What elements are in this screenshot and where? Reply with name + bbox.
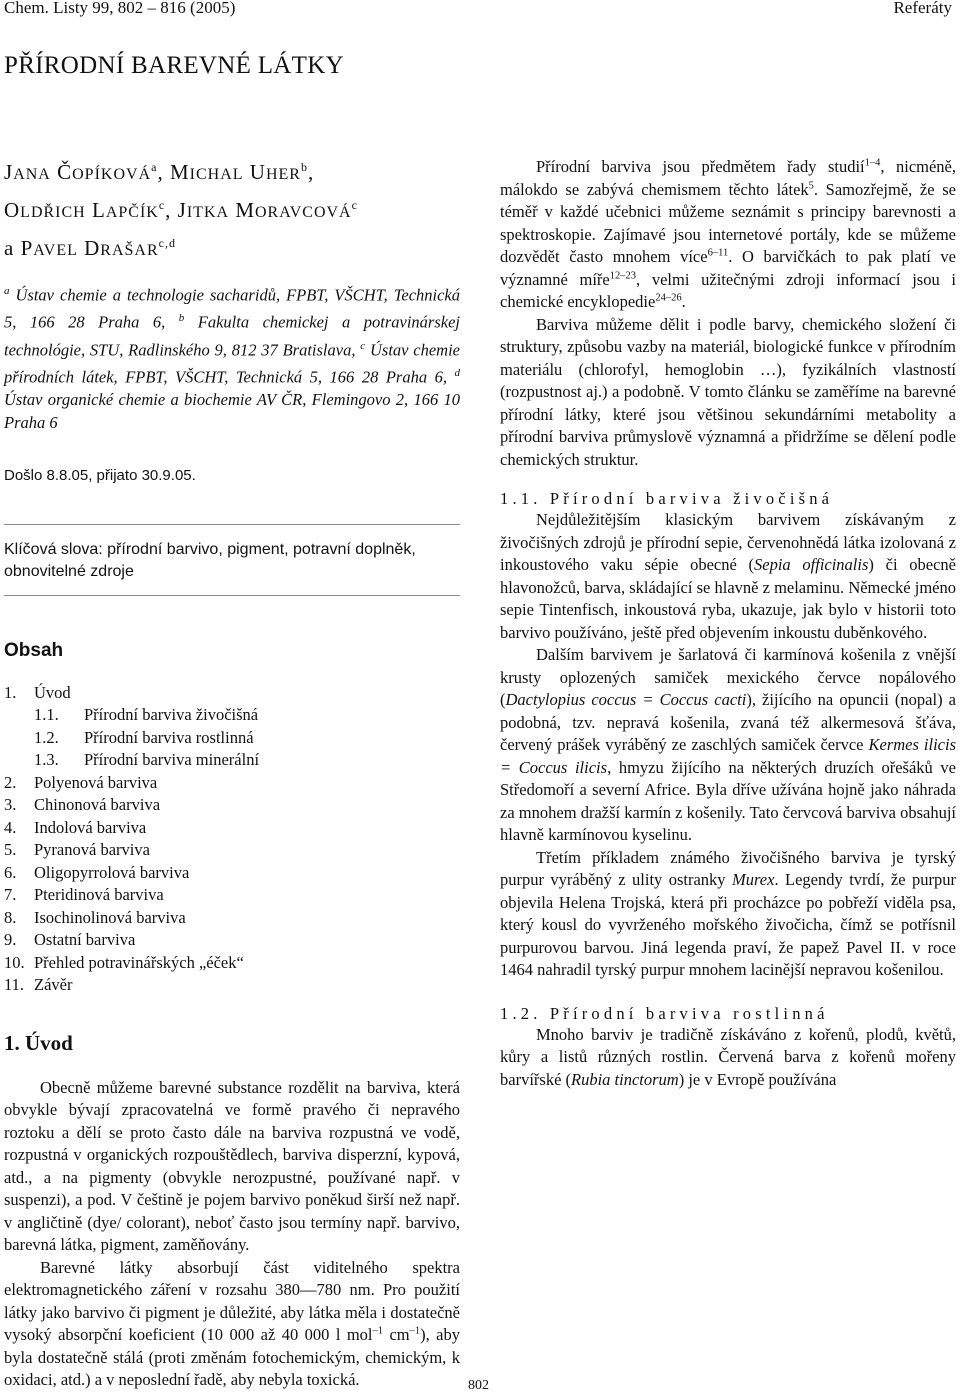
citation: 1–4 bbox=[864, 157, 881, 169]
author-name: a PAVEL DRAŠAR$^{c,d}$ bbox=[4, 236, 176, 260]
paragraph bbox=[500, 509, 956, 644]
toc-item bbox=[4, 952, 460, 975]
small-caps: ORAVCOVÁ bbox=[255, 204, 352, 221]
running-header-journal: Chem. Listy 99, 802 – 816 (2005) bbox=[4, 0, 236, 17]
paragraph-text: Třetím příkladem známého živočišného barviva je tyrský purpur vyráběný z ulity ostranky bbox=[500, 847, 956, 889]
toc-number: 7. bbox=[4, 885, 17, 905]
paragraph-text: , nicméně, málokdo se zabývá chemismem těchto látek bbox=[500, 157, 957, 199]
paragraph-text: Přírodní barviva jsou předmětem řady studií bbox=[536, 157, 865, 176]
affiliation-text: Fakulta chemickej a potravinárskej technológie, STU, Radlinského 9, 812 37 Bratislava, bbox=[4, 312, 461, 360]
paragraph-text: ) je v Evropě používána bbox=[678, 1069, 837, 1089]
affiliation-text: Ústav organické chemie a biochemie AV ČR, Flemingovo 2, 166 10 Praha 6 bbox=[4, 390, 460, 432]
toc-item bbox=[4, 704, 460, 727]
toc-number: 1.1. bbox=[34, 705, 59, 725]
table-of-contents bbox=[4, 682, 460, 997]
toc-number: 1.3. bbox=[34, 750, 59, 770]
toc-item bbox=[4, 727, 460, 750]
toc-label: Přehled potravinářských „éček“ bbox=[34, 952, 244, 972]
toc-label: Přírodní barviva živočišná bbox=[84, 705, 259, 725]
paragraph bbox=[4, 1257, 460, 1392]
small-caps: ANA bbox=[13, 166, 51, 183]
small-caps: AVEL bbox=[33, 242, 78, 259]
section-heading-uvod: 1. Úvod bbox=[4, 1030, 73, 1055]
toc-number: 11. bbox=[4, 975, 25, 995]
paragraph-text: ) či obecně hlavonožců, barva, skládající se hlavně z melaminu. Německé jméno sepie Tintenfisch, inkoustová ryba, ukazuje, jak bylo v historii toto barvivo používáno, ještě před objevením inkoustu duběnkového. bbox=[500, 555, 956, 642]
affiliation-mark: a bbox=[4, 285, 10, 297]
article-title: PŘÍRODNÍ BAREVNÉ LÁTKY bbox=[4, 52, 344, 79]
citation: 12–23 bbox=[609, 270, 637, 281]
affiliation-mark: a bbox=[151, 160, 158, 174]
toc-label: Isochinolinová barviva bbox=[34, 907, 186, 927]
small-caps: RAŠAR bbox=[100, 242, 159, 259]
paragraph-text: , velmi užitečnými zdroji informací jsou i chemické encyklopedie bbox=[500, 269, 956, 311]
divider bbox=[4, 595, 460, 596]
species-name: Sepia officinalis bbox=[754, 555, 869, 574]
paragraph-text: Dalším barvivem je šarlatová či karmínová košenila z vnější krusty oplozených samiček mexického červce nopálového ( bbox=[500, 645, 956, 709]
affiliation-text: Ústav chemie a technologie sacharidů, FPBT, VŠCHT, Technická 5, 166 28 Praha 6, bbox=[4, 285, 460, 332]
toc-item bbox=[4, 794, 460, 817]
toc-item bbox=[4, 839, 460, 862]
toc-label: Závěr bbox=[34, 975, 73, 995]
toc-number: 8. bbox=[4, 907, 17, 927]
paragraph: Barviva můžeme dělit i podle barvy, chemického složení či struktury, způsobu vazby na materiál, biologické funkce v přírodním materiálu (chlorofyl, hemoglobin …), fyzikálních vlastností (rozpustnost aj.) a podobně. V tomto článku se zaměříme na barevné přírodní látky, které jsou většinou sekundárními metabolity a přírodní barviva průmyslově významná a přidržíme se dělení podle chemických struktur. bbox=[500, 314, 956, 469]
paragraph-text: ), žijícího na opuncii (nopal) a podobná, tzv. nepravá košenila, zvaná též alkermesová šťáva, červený prášek vyráběný ze zaschlých samiček červce bbox=[500, 690, 956, 754]
subsection-heading-zivocisna: 1.1. Přírodní barviva živočišná bbox=[500, 489, 834, 508]
paragraph bbox=[500, 1024, 956, 1092]
toc-heading: Obsah bbox=[4, 639, 64, 661]
affiliation-mark: c bbox=[360, 339, 366, 352]
toc-number: 2. bbox=[4, 772, 17, 792]
toc-number: 9. bbox=[4, 930, 17, 950]
toc-label: Polyenová barviva bbox=[34, 772, 158, 792]
toc-label: Úvod bbox=[34, 682, 71, 702]
small-caps: LDŘICH bbox=[20, 204, 86, 221]
paragraph: Obecně můžeme barevné substance rozdělit na barviva, která obvykle bývají zpracovatelná ve formě pravého či nepravého roztoku a dělí se proto často dále na barviva rozpustná ve vodě, rozpustná v organických rozpouštědlech, barviva disperzní, kypová, atd., a na pigmenty (obvykle nerozpustné, používané např. v suspenzi), a pod. V češtině je pojem barvivo poněkud širší než např. v angličtině (dye/ colorant), neboť často jsou termíny např. barvivo, barevná látka, pigment, zaměňovány. bbox=[4, 1077, 460, 1255]
toc-number: 1. bbox=[4, 682, 17, 702]
affiliations bbox=[4, 280, 460, 435]
citation: 5 bbox=[808, 180, 814, 191]
paragraph-text: , hmyzu žijícího na některých druzích ořešáků ve Středomoří a severní Africe. Byla dříve užívána hojně jako náhrada za mnohem dražší karmín z košenily. Tato červcová barviva obsahují hlavně karmínovou kyselinu. bbox=[500, 757, 956, 844]
affiliation-mark: c,d bbox=[158, 236, 176, 250]
affiliation-mark: b bbox=[178, 312, 185, 325]
toc-label: Indolová barviva bbox=[34, 817, 147, 837]
small-caps: HER bbox=[265, 166, 301, 183]
paragraph-text: Barevné látky absorbují část viditelného spektra elektromagnetického záření v rozsahu 380—780 nm. Pro použití látky jako barvivo či pigment je důležité, aby látka měla i dostatečně vysoký absorpční koeficient (10 000 až 40 000 l mol bbox=[4, 1257, 460, 1345]
paragraph bbox=[500, 644, 956, 847]
species-name: Rubia tinctorum bbox=[571, 1069, 679, 1089]
toc-item bbox=[4, 929, 460, 952]
toc-label: Ostatní barviva bbox=[34, 930, 136, 950]
superscript: –1 bbox=[372, 1325, 384, 1337]
author-name: MICHAL UHER$^b$ bbox=[169, 160, 308, 184]
affiliation-mark: b bbox=[300, 160, 308, 174]
toc-item bbox=[4, 862, 460, 885]
toc-item bbox=[4, 749, 460, 772]
affiliation-mark: c bbox=[158, 198, 166, 212]
small-caps: OPÍKOVÁ bbox=[72, 166, 152, 183]
paragraph-text: Nejdůležitějším klasickým barvivem získávaným z živočišných zdrojů je přírodní sepie, červenohnědá látka izolovaná z inkoustového vaku sépie obecné ( bbox=[500, 510, 956, 574]
paragraph bbox=[500, 156, 956, 314]
small-caps: ICHAL bbox=[189, 166, 244, 183]
subsection-heading-rostlinna: 1.2. Přírodní barviva rostlinná bbox=[500, 1003, 829, 1023]
toc-item bbox=[4, 974, 460, 997]
toc-label: Pyranová barviva bbox=[34, 840, 150, 860]
small-caps: APČÍK bbox=[105, 204, 159, 221]
paragraph-text: . bbox=[681, 292, 686, 311]
left-column bbox=[4, 152, 460, 1392]
running-header-section: Referáty bbox=[893, 0, 952, 17]
toc-item bbox=[4, 817, 460, 840]
author-list: JANA ČOPÍKOVÁ$^a$, MICHAL UHER$^b$, OLDŘICH LAPČÍK$^c$, JITKA MORAVCOVÁ$^c$ a PAVEL DRAŠAR$^{c,d}$ bbox=[4, 160, 358, 260]
page-number: 802 bbox=[468, 1378, 489, 1393]
toc-number: 1.2. bbox=[34, 727, 59, 747]
received-accepted-dates: Došlo 8.8.05, přijato 30.9.05. bbox=[4, 466, 196, 484]
citation: 24–26 bbox=[655, 292, 682, 304]
toc-label: Přírodní barviva minerální bbox=[84, 750, 260, 770]
paragraph bbox=[500, 847, 956, 982]
paragraph-text: ), aby byla dostatečně stálá (proti změnám fotochemickým, chemickým, k oxidaci, atd.) a v neposlední řadě, aby nebyla toxická. bbox=[4, 1325, 460, 1390]
toc-item bbox=[4, 907, 460, 930]
affiliation-mark: c bbox=[351, 198, 358, 212]
toc-label: Chinonová barviva bbox=[34, 795, 161, 815]
paragraph-text: . O barvičkách to pak platí ve významné míře bbox=[500, 247, 956, 289]
toc-label: Přírodní barviva rostlinná bbox=[84, 727, 254, 747]
affiliation-mark: d bbox=[454, 366, 460, 379]
species-name: Dactylopius coccus = Coccus cacti bbox=[505, 690, 747, 709]
right-column bbox=[500, 156, 956, 1091]
toc-number: 5. bbox=[4, 840, 17, 860]
species-name: Kermes ilicis = Coccus ilicis bbox=[500, 735, 956, 777]
affiliation-text: Ústav chemie přírodních látek, FPBT, VŠCHT, Technická 5, 166 28 Praha 6, bbox=[4, 340, 460, 387]
toc-number: 10. bbox=[4, 952, 25, 972]
toc-label: Oligopyrrolová barviva bbox=[34, 862, 190, 882]
keywords: Klíčová slova: přírodní barvivo, pigment, potravní doplněk, obnovitelné zdroje bbox=[4, 540, 416, 580]
toc-number: 6. bbox=[4, 862, 17, 882]
author-name: JITKA MORAVCOVÁ$^c$ bbox=[177, 198, 358, 222]
genus-name: Murex bbox=[732, 870, 775, 889]
paragraph-text: . Legendy tvrdí, že purpur objevila Helena Trojská, která při procházce po pobřeží viděla psa, který kousl do vyvrženého mořského živočicha, čímž se potřísnil purpurovou barvou. Jiná legenda praví, že papež Pavel II. v roce 1464 nahradil tyrský purpur mnohem lacinější nepravou košenilou. bbox=[500, 870, 956, 979]
superscript: –1 bbox=[409, 1325, 421, 1337]
toc-item bbox=[4, 772, 460, 795]
paragraph-text: . Samozřejmě, že se téměř v každé učebnici můžeme seznámit s principy barevnosti a spektroskopie. Zajímavé jsou internetové portály, kde se můžeme dozvědět často mnohem více bbox=[500, 179, 956, 266]
small-caps: ITKA bbox=[186, 204, 230, 221]
paragraph-text: cm bbox=[383, 1325, 410, 1345]
citation: 6–11 bbox=[707, 247, 729, 259]
toc-number: 3. bbox=[4, 795, 17, 815]
toc-item bbox=[4, 884, 460, 907]
toc-item bbox=[4, 682, 460, 705]
author-name: OLDŘICH LAPČÍK$^c$ bbox=[4, 198, 166, 222]
toc-label: Pteridinová barviva bbox=[34, 885, 164, 905]
author-name: JANA ČOPÍKOVÁ$^a$ bbox=[4, 160, 158, 184]
toc-number: 4. bbox=[4, 817, 17, 837]
paragraph-text: Mnoho barviv je tradičně získáváno z kořenů, plodů, květů, kůry a listů různých rostlin. Červená barva z kořenů mořeny barvířské ( bbox=[500, 1024, 956, 1089]
